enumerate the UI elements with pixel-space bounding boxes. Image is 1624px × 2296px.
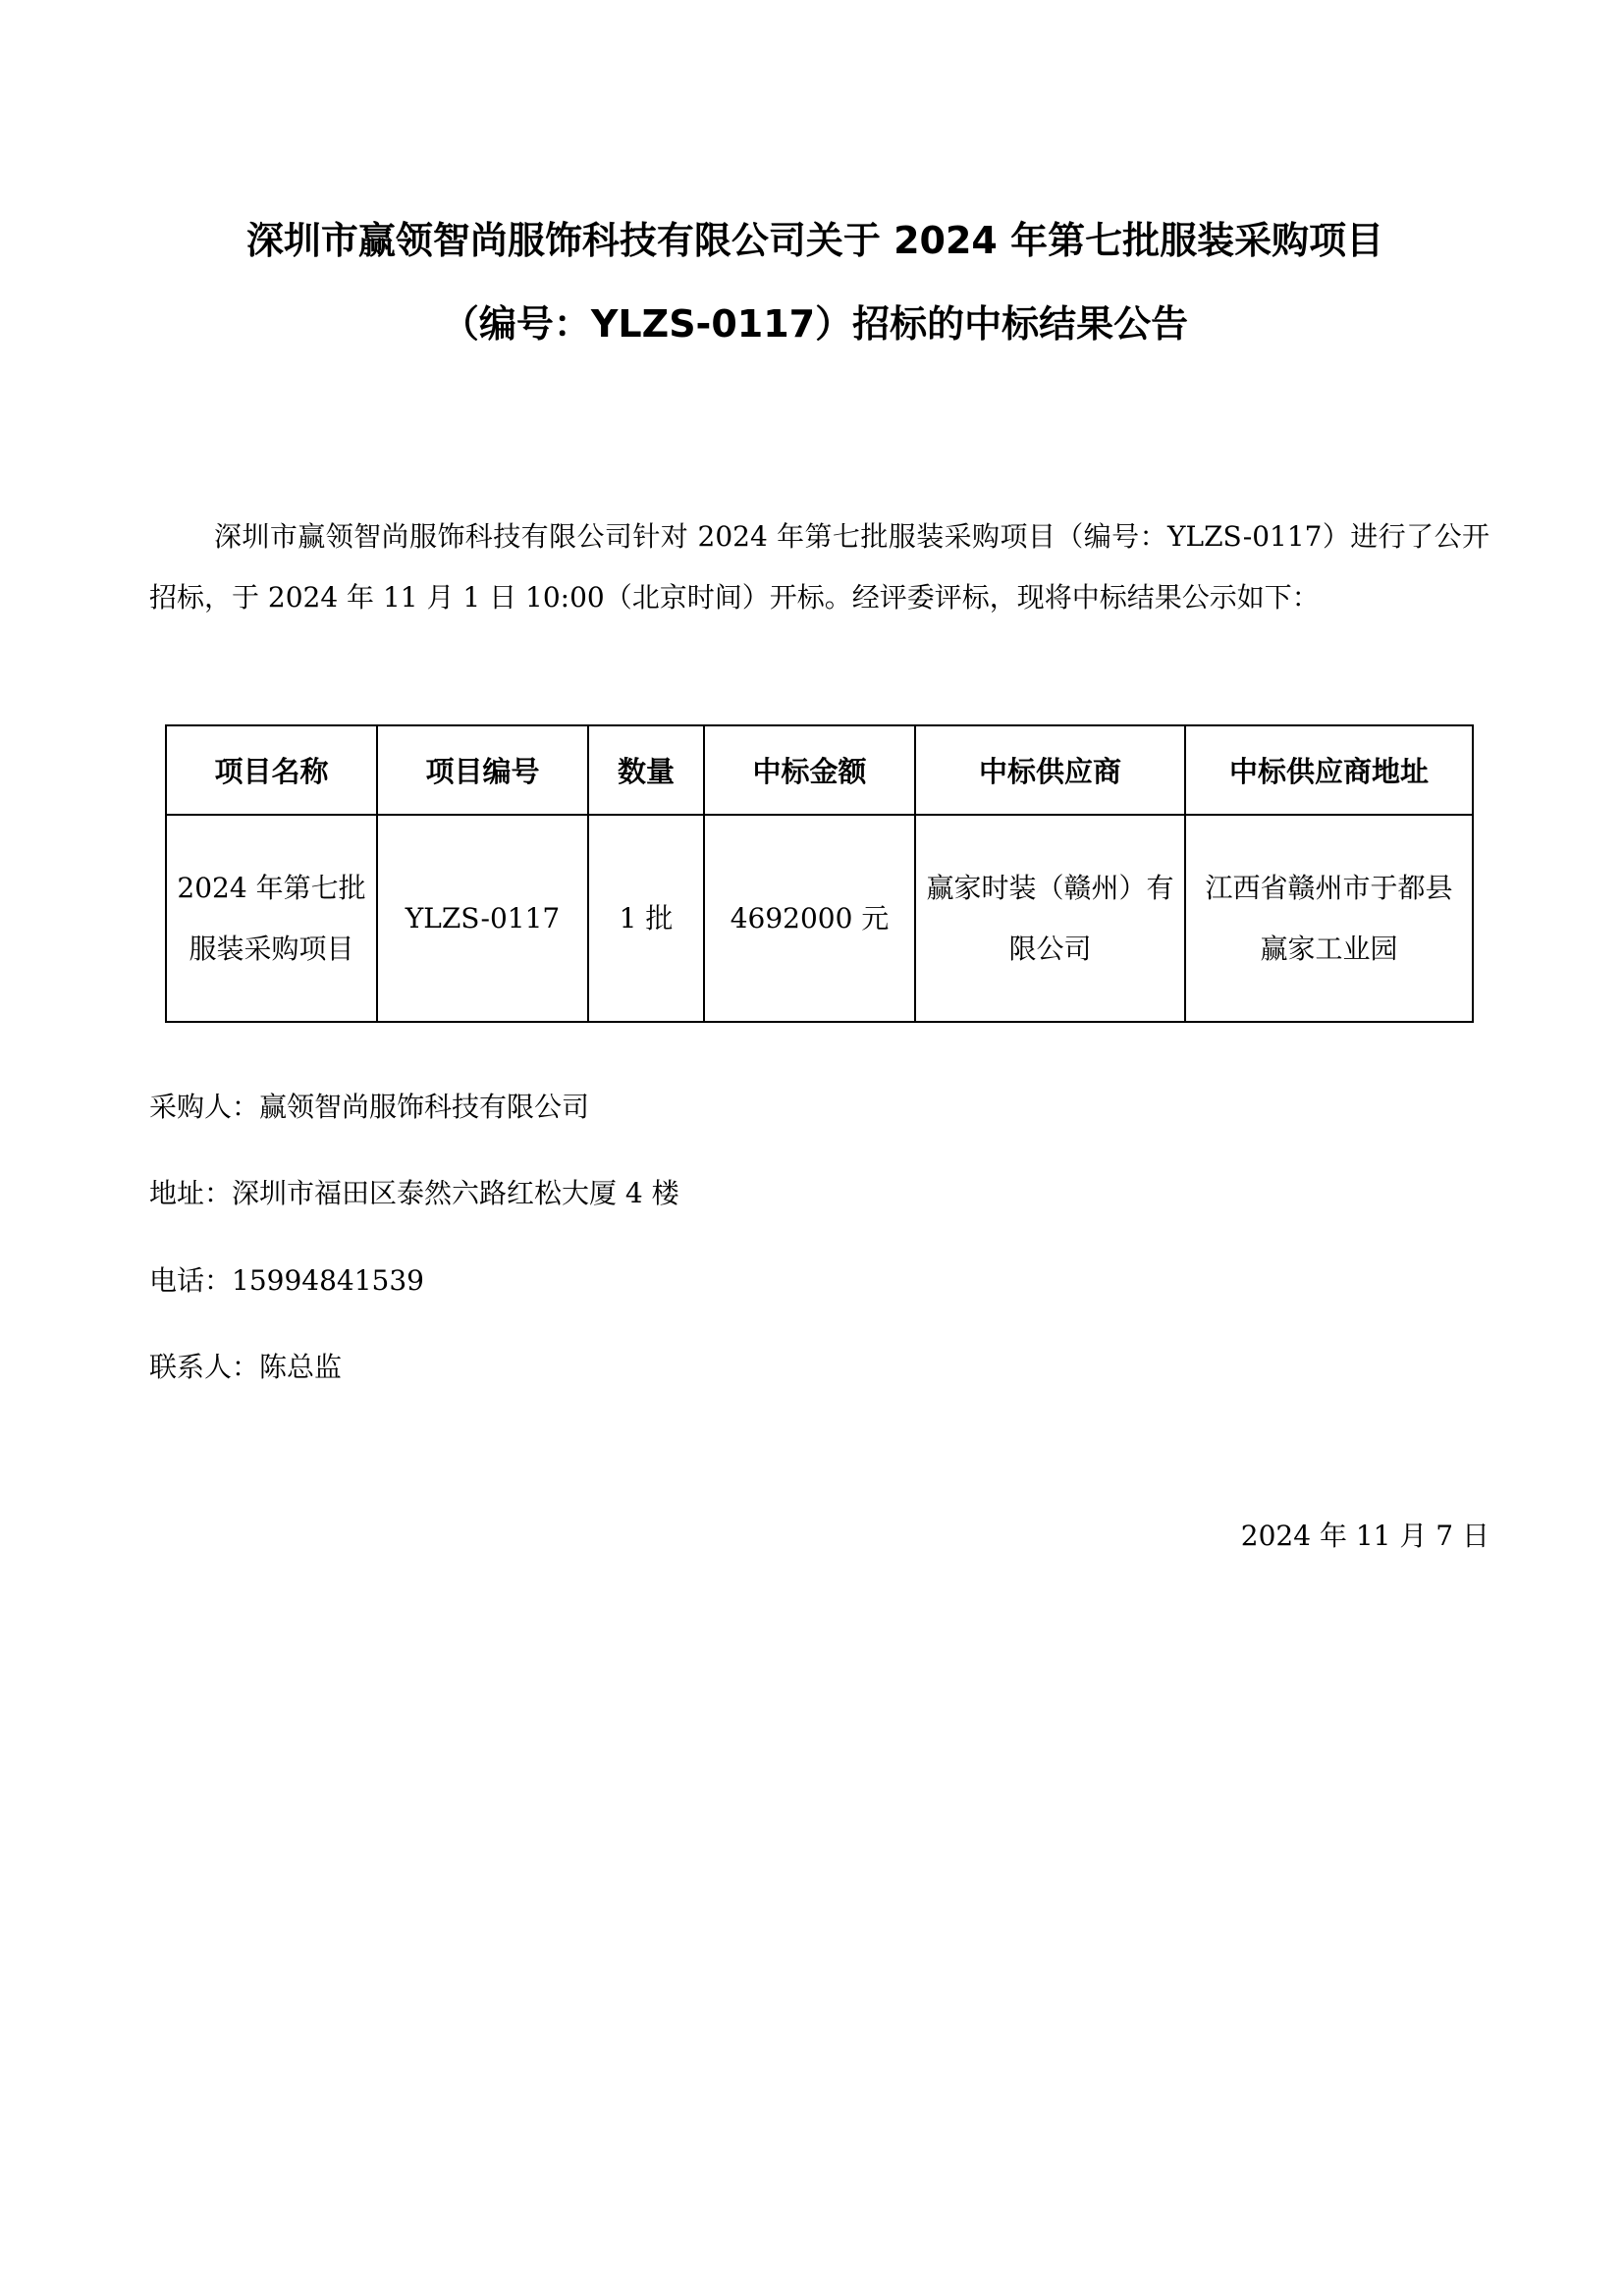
header-project-name: 项目名称 — [166, 725, 377, 815]
contact-line: 联系人：陈总监 — [149, 1351, 343, 1383]
document-title-line-2: （编号：YLZS-0117）招标的中标结果公告 — [441, 302, 1189, 346]
header-award-amount: 中标金额 — [704, 725, 915, 815]
header-quantity: 数量 — [588, 725, 704, 815]
table-header-row — [166, 725, 1473, 815]
table-row — [166, 815, 1473, 1022]
intro-paragraph: 深圳市赢领智尚服饰科技有限公司针对 2024 年第七批服装采购项目（编号：YLZS-0117）进行了公开招标，于 2024 年 11 月 1 日 10:00（北京时间）开标。经评委评标，现将中标结果公示如下： — [149, 520, 1489, 614]
cell-project-name: 2024 年第七批服装采购项目 — [166, 815, 377, 1022]
cell-quantity: 1 批 — [588, 815, 704, 1022]
cell-supplier-address: 江西省赣州市于都县赢家工业园 — [1185, 815, 1473, 1022]
cell-award-amount: 4692000 元 — [704, 815, 915, 1022]
phone-line: 电话：15994841539 — [149, 1264, 424, 1297]
address-line: 地址：深圳市福田区泰然六路红松大厦 4 楼 — [149, 1177, 679, 1209]
document-date: 2024 年 11 月 7 日 — [1240, 1520, 1489, 1552]
document-title-line-1: 深圳市赢领智尚服饰科技有限公司关于 2024 年第七批服装采购项目 — [245, 219, 1384, 262]
cell-project-number: YLZS-0117 — [377, 815, 588, 1022]
award-result-table — [165, 724, 1474, 1023]
header-project-number: 项目编号 — [377, 725, 588, 815]
header-supplier: 中标供应商 — [915, 725, 1185, 815]
header-supplier-address: 中标供应商地址 — [1185, 725, 1473, 815]
cell-supplier: 赢家时装（赣州）有限公司 — [915, 815, 1185, 1022]
buyer-line: 采购人：赢领智尚服饰科技有限公司 — [149, 1091, 590, 1123]
